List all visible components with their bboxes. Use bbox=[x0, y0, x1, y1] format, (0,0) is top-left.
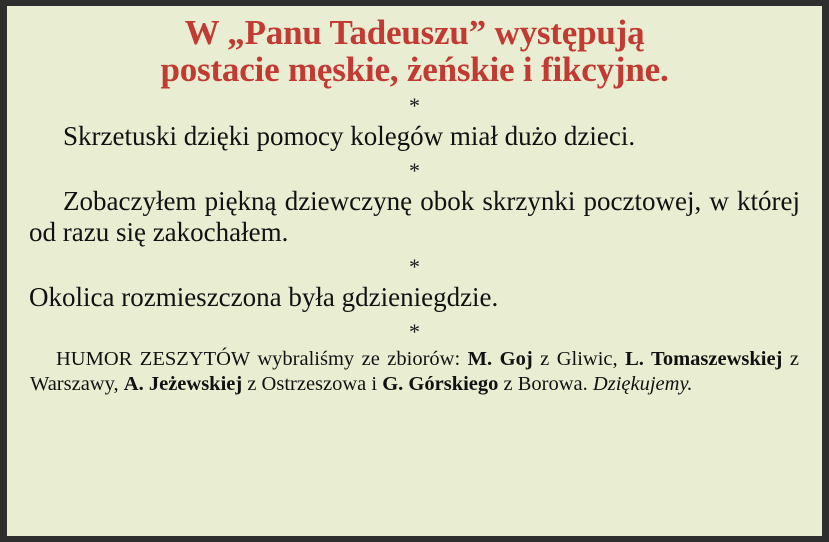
contributor-name-2: L. Tomaszewskiej bbox=[625, 347, 783, 370]
contributor-name-1: M. Goj bbox=[467, 347, 533, 370]
contributor-name-3: A. Jeżewskiej bbox=[123, 372, 243, 395]
credits-paragraph bbox=[30, 347, 799, 397]
page-title bbox=[27, 14, 802, 88]
joke-item: Okolica rozmieszczona była gdzieniegdzie. bbox=[29, 281, 499, 312]
credits-text-1: wybraliśmy ze zbiorów: bbox=[249, 347, 468, 370]
clipping-content bbox=[7, 6, 822, 536]
credits-text-5: z Borowa. bbox=[498, 372, 593, 395]
headline-line-2: postacie męskie, żeńskie i fikcyjne. bbox=[160, 50, 669, 90]
credits-text-2: z Gliwic, bbox=[532, 347, 626, 370]
separator-asterisk: * bbox=[409, 253, 420, 279]
joke-item: Zobaczyłem piękną dziewczynę obok skrzynki pocztowej, w której od razu się zakochałem. bbox=[29, 185, 800, 248]
contributor-name-4: G. Górskiego bbox=[382, 372, 499, 395]
credits-text-4: z Ostrzeszowa i bbox=[242, 372, 383, 395]
separator-asterisk: * bbox=[409, 157, 420, 183]
credits-thanks: Dziękujemy. bbox=[592, 372, 693, 395]
joke-item: Skrzetuski dzięki pomocy kolegów miał dużo dzieci. bbox=[63, 121, 636, 152]
separator-asterisk: * bbox=[409, 318, 420, 344]
headline-line-1: W „Panu Tadeuszu” występują bbox=[184, 13, 645, 52]
separator-asterisk: * bbox=[409, 93, 420, 119]
credits-intro: HUMOR ZESZYTÓW bbox=[56, 347, 250, 370]
credits-text-3: z Warszawy, bbox=[30, 347, 799, 395]
